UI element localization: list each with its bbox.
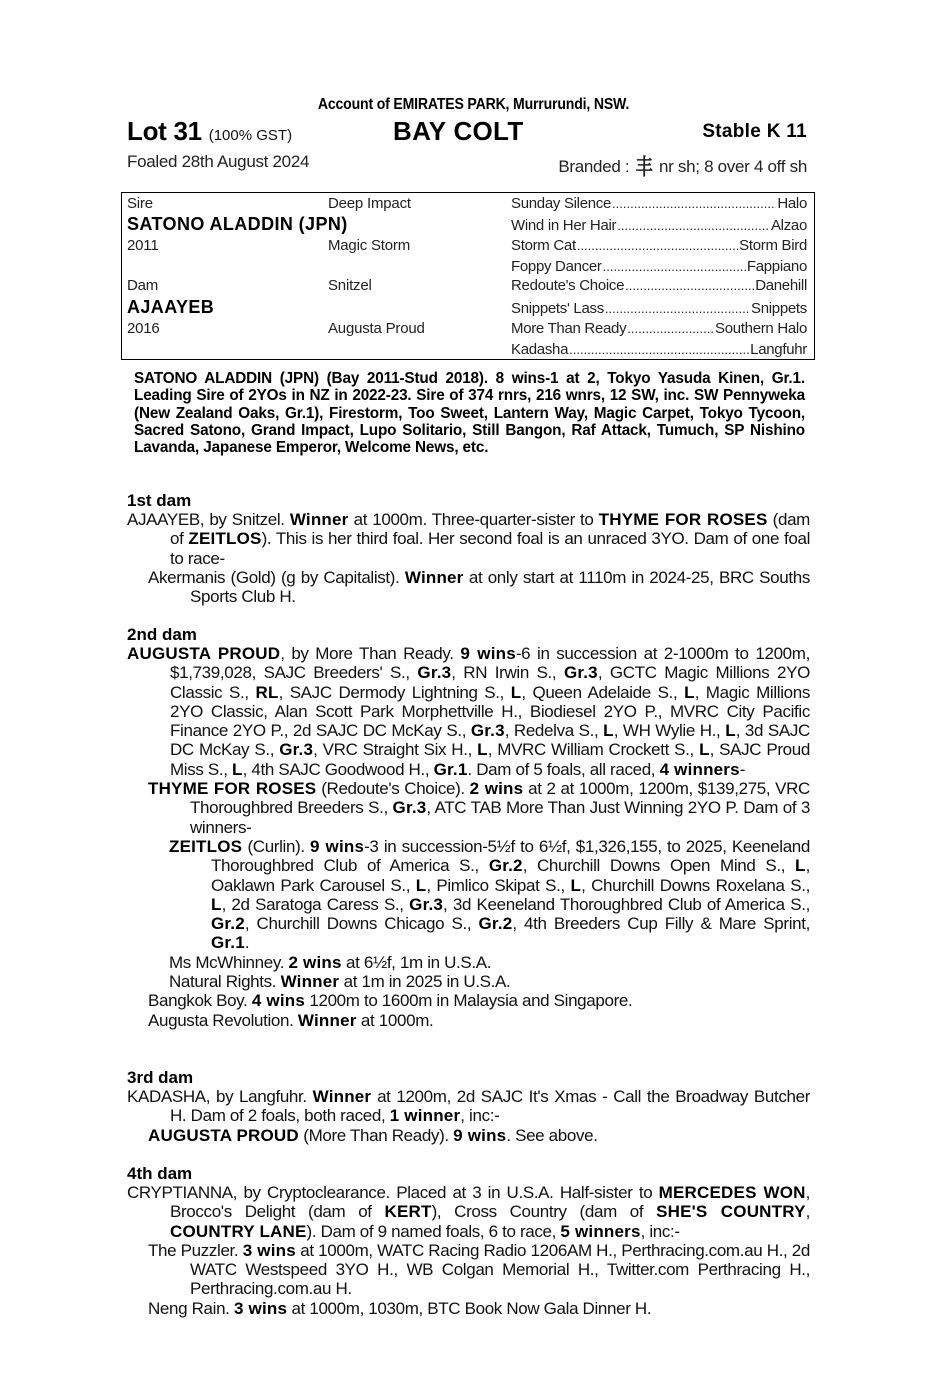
bold-text: 9 wins xyxy=(460,644,516,663)
text: -6 in succession at 2-1000m to 1200m, $1,739,028, SAJC Breeders' S., xyxy=(170,644,810,683)
bold-text: RL xyxy=(255,682,279,702)
text: Augusta Revolution. xyxy=(148,1010,298,1030)
bold-text: 3 wins xyxy=(242,1240,296,1260)
ancestor-left: Snippets' Lass xyxy=(511,300,604,317)
text: , GCTC Magic Millions 2YO Classic S., xyxy=(170,663,810,702)
text: Ms McWhinney. xyxy=(169,952,289,972)
pedigree-paragraph xyxy=(127,972,810,991)
text: , inc:- xyxy=(640,1221,680,1241)
bold-text: Gr.3 xyxy=(392,798,427,818)
bold-text: Gr.2 xyxy=(211,914,245,934)
text: , SAJC Dermody Lightning S., xyxy=(278,682,511,702)
foaled-branded-row xyxy=(127,148,810,180)
bold-text: Gr.3 xyxy=(417,663,452,683)
section-title: 1st dam xyxy=(127,491,192,510)
catalogue-page-header xyxy=(127,96,810,180)
ancestor-left: Redoute's Choice xyxy=(511,277,625,294)
branded-info xyxy=(558,152,807,180)
text: The Puzzler. xyxy=(148,1240,243,1260)
text: at 1000m, WATC Racing Radio 1206AM H., Perthracing.com.au H., 2d WATC Westspeed 3YO H., WB Colgan Memorial H., Twitter.com Perthracing H., Perthracing.com.au H. xyxy=(190,1240,810,1299)
text: at 6½f, 1m in U.S.A. xyxy=(341,952,492,972)
ancestor-row xyxy=(511,320,807,340)
text: -3 in succession-5½f to 6½f, $1,326,155, to 2025, Keeneland Thoroughbred Club of America S., xyxy=(211,836,811,876)
bold-text: Gr.1 xyxy=(433,759,468,779)
ancestor-left: Wind in Her Hair xyxy=(511,217,617,234)
sire-label: Sire xyxy=(127,195,153,212)
bold-text: Winner xyxy=(297,1010,357,1030)
bold-text: L xyxy=(570,875,582,895)
lot-label: Lot 31 xyxy=(127,116,202,146)
section-paragraphs xyxy=(127,644,810,1030)
leader-dots xyxy=(605,300,750,317)
lot-number xyxy=(127,116,292,147)
section-paragraphs xyxy=(127,1183,810,1318)
pedigree-paragraph xyxy=(127,1183,810,1241)
pedigree-paragraph xyxy=(127,510,810,568)
text: , Churchill Downs Roxelana S., xyxy=(581,875,810,895)
text: . Dam of 5 foals, all raced, xyxy=(467,759,660,779)
text: ). This is her third foal. Her second foal is an unraced 3YO. Dam of one foal to race- xyxy=(170,529,811,568)
grandsire-paternal: Deep Impact xyxy=(328,195,411,212)
leader-dots xyxy=(625,277,754,294)
text: , Queen Adelaide S., xyxy=(521,682,685,702)
bold-text: 2 wins xyxy=(288,952,342,972)
text: ). Dam of 9 named foals, 6 to race, xyxy=(306,1221,561,1241)
pedigree-paragraph xyxy=(127,644,810,779)
text: , WH Wylie H., xyxy=(613,721,726,741)
text: , VRC Straight Six H., xyxy=(313,740,478,760)
text: 1200m to 1600m in Malaysia and Singapore. xyxy=(304,991,633,1011)
bold-text: 4 winners xyxy=(659,759,740,779)
pedigree-paragraph xyxy=(127,1087,810,1126)
ancestor-left: Kadasha xyxy=(511,341,569,358)
bold-text: L xyxy=(477,740,488,760)
text: , 2d Saratoga Caress S., xyxy=(221,894,410,914)
pedigree-paragraph xyxy=(127,1299,810,1318)
bold-text: AUGUSTA PROUD xyxy=(127,644,281,663)
text: , RN Irwin S., xyxy=(451,663,564,683)
bold-text: Gr.2 xyxy=(488,856,523,876)
text: at 1m in 2025 in U.S.A. xyxy=(339,972,511,992)
gst-note: (100% GST) xyxy=(208,127,293,144)
stable-location: Stable K 11 xyxy=(702,121,807,142)
bold-text: L xyxy=(603,721,614,741)
text: (More Than Ready). xyxy=(298,1125,454,1145)
ancestor-right: Langfuhr xyxy=(750,341,807,358)
bold-text: 9 wins xyxy=(453,1125,507,1145)
section-paragraphs xyxy=(127,1087,810,1145)
section-title: 2nd dam xyxy=(127,625,197,644)
bold-text: 4 wins xyxy=(251,991,305,1011)
bold-text: 5 winners xyxy=(560,1221,641,1241)
leader-dots xyxy=(617,217,770,234)
bold-text: Winner xyxy=(312,1087,372,1106)
bold-text: 3 wins xyxy=(233,1298,288,1318)
text: (dam of xyxy=(170,510,810,549)
pedigree-paragraph xyxy=(127,1241,810,1299)
ancestor-left: Storm Cat xyxy=(511,237,576,254)
leader-dots xyxy=(627,320,714,337)
text: AJAAYEB, by Snitzel. xyxy=(127,510,290,529)
ancestor-row xyxy=(511,300,807,320)
dam-name: AJAAYEB xyxy=(127,297,215,317)
text: Natural Rights. xyxy=(169,972,281,992)
ancestor-row xyxy=(511,237,807,257)
sire-summary: SATONO ALADDIN (JPN) (Bay 2011-Stud 2018). 8 wins-1 at 2, Tokyo Yasuda Kinen, Gr.1. Leading Sire of 2YOs in NZ in 2022-23. Sire of 374 rnrs, 216 wnrs, 12 SW, inc. SW Pennyweka (New Zealand Oaks, Gr.1), Firestorm, Too Sweet, Lantern Way, Magic Carpet, Tokyo Tycoon, Sacred Satono, Grand Impact, Lupo Solitario, Still Bangon, Raf Attack, Tumuch, SP Nishino Lavanda, Japanese Emperor, Welcome News, etc. xyxy=(134,370,805,457)
branded-label: Branded : xyxy=(558,157,630,176)
text: Neng Rain. xyxy=(148,1298,234,1318)
text: ), Cross Country (dam of xyxy=(431,1202,657,1222)
pedigree-paragraph xyxy=(127,953,810,972)
granddam-maternal: Augusta Proud xyxy=(328,320,425,337)
ancestor-row xyxy=(511,195,807,215)
ancestor-right: Halo xyxy=(777,195,807,212)
bold-text: L xyxy=(684,682,695,702)
text: , Magic Millions 2YO Classic, Alan Scott Park Morphettville H., Biodiesel 2YO P., MVRC City Pacific Finance 2YO P., 2d SAJC DC McKay S., xyxy=(170,682,810,741)
section-paragraphs xyxy=(127,510,810,606)
text: , SAJC Proud Miss S., xyxy=(170,740,810,779)
bold-text: L xyxy=(510,682,522,702)
text: . xyxy=(244,933,250,953)
bold-text: L xyxy=(232,759,243,779)
ancestor-row xyxy=(511,277,807,297)
section-1st-dam xyxy=(127,491,810,606)
lot-title-row xyxy=(127,116,810,148)
grandsire-maternal: Snitzel xyxy=(328,277,372,294)
leader-dots xyxy=(603,258,746,275)
text: , Oaklawn Park Carousel S., xyxy=(211,856,810,895)
text: , ATC TAB More Than Just Winning 2YO P. Dam of 3 winners- xyxy=(190,798,810,837)
text: (Curlin). xyxy=(242,836,311,856)
ancestor-left: Foppy Dancer xyxy=(511,258,602,275)
text: KADASHA, by Langfuhr. xyxy=(127,1087,313,1106)
bold-text: SHE'S COUNTRY xyxy=(656,1202,806,1222)
leader-dots xyxy=(569,341,749,358)
ancestor-right: Southern Halo xyxy=(715,320,807,337)
dam-year: 2016 xyxy=(127,320,160,337)
section-title: 4th dam xyxy=(127,1164,193,1183)
granddam-paternal: Magic Storm xyxy=(328,237,410,254)
section-title: 3rd dam xyxy=(127,1068,194,1087)
text: , 3d SAJC DC McKay S., xyxy=(170,721,810,760)
bold-text: AUGUSTA PROUD xyxy=(148,1125,299,1145)
bold-text: MERCEDES WON xyxy=(658,1183,806,1202)
pedigree-paragraph xyxy=(127,991,810,1010)
text: , 3d Keeneland Thoroughbred Club of America S., xyxy=(443,894,810,914)
text: . See above. xyxy=(506,1125,598,1145)
text: (Redoute's Choice). xyxy=(316,779,470,799)
text: , by More Than Ready. xyxy=(280,644,461,663)
bold-text: L xyxy=(211,894,222,914)
pedigree-paragraph xyxy=(127,837,810,953)
ancestor-row xyxy=(511,341,807,361)
text: at 1000m. Three-quarter-sister to xyxy=(348,510,599,529)
ancestor-right: Storm Bird xyxy=(739,237,807,254)
text: at 1000m. xyxy=(356,1010,434,1030)
pedigree-table xyxy=(121,192,815,360)
vendor-account-line: Account of EMIRATES PARK, Murrurundi, NSW. xyxy=(317,96,630,113)
bold-text: L xyxy=(699,740,710,760)
text: , Brocco's Delight (dam of xyxy=(170,1183,810,1222)
text: , Churchill Downs Chicago S., xyxy=(244,914,479,934)
pedigree-paragraph xyxy=(127,568,810,607)
sire-year: 2011 xyxy=(127,237,159,254)
bold-text: L xyxy=(415,875,427,895)
text: CRYPTIANNA, by Cryptoclearance. Placed at 3 in U.S.A. Half-sister to xyxy=(127,1183,659,1202)
text: , MVRC William Crockett S., xyxy=(487,740,700,760)
ancestor-right: Snippets xyxy=(751,300,807,317)
foaled-date: Foaled 28th August 2024 xyxy=(127,152,310,171)
text: , 4th SAJC Goodwood H., xyxy=(242,759,434,779)
ancestor-left: More Than Ready xyxy=(511,320,627,337)
bold-text: ZEITLOS xyxy=(169,836,243,856)
section-4th-dam xyxy=(127,1164,810,1318)
bold-text: Winner xyxy=(289,510,349,529)
bold-text: 1 winner xyxy=(389,1106,461,1126)
bold-text: L xyxy=(725,721,736,741)
bold-text: THYME FOR ROSES xyxy=(148,779,317,799)
bold-text: Gr.3 xyxy=(470,721,505,741)
bold-text: KERT xyxy=(384,1202,432,1222)
text: , Churchill Downs Open Mind S., xyxy=(522,856,796,876)
leader-dots xyxy=(577,237,738,254)
text: - xyxy=(739,759,746,779)
bold-text: COUNTRY LANE xyxy=(170,1221,307,1241)
pedigree-paragraph xyxy=(127,1011,810,1030)
bold-text: THYME FOR ROSES xyxy=(598,510,768,529)
bold-text: 9 wins xyxy=(310,836,365,856)
pedigree-paragraph xyxy=(127,779,810,837)
pedigree-paragraph xyxy=(127,1126,810,1145)
section-3rd-dam xyxy=(127,1068,810,1145)
bold-text: Gr.3 xyxy=(563,663,598,683)
text: , Redelva S., xyxy=(504,721,604,741)
text: , inc:- xyxy=(460,1106,500,1126)
text: Bangkok Boy. xyxy=(148,991,252,1011)
leader-dots xyxy=(612,195,776,212)
text: at 1200m, 2d SAJC It's Xmas - Call the Broadway Butcher H. Dam of 2 foals, both raced, xyxy=(170,1087,810,1126)
dam-label: Dam xyxy=(127,277,159,294)
sire-name: SATONO ALADDIN (JPN) xyxy=(127,214,348,234)
horse-description-title: BAY COLT xyxy=(393,116,524,146)
text: at 2 at 1000m, 1200m, $139,275, VRC Thoroughbred Breeders S., xyxy=(190,779,810,818)
text: , 4th Breeders Cup Filly & Mare Sprint, xyxy=(512,914,810,934)
bold-text: L xyxy=(795,856,806,876)
bold-text: Gr.3 xyxy=(279,740,314,760)
branded-text: nr sh; 8 over 4 off sh xyxy=(658,157,807,176)
bold-text: Gr.3 xyxy=(409,894,444,914)
text: at 1000m, 1030m, BTC Book Now Gala Dinner H. xyxy=(287,1298,652,1318)
ancestor-row xyxy=(511,258,807,278)
ancestor-right: Danehill xyxy=(755,277,807,294)
ancestor-right: Alzao xyxy=(770,217,807,234)
text: , Pimlico Skipat S., xyxy=(426,875,571,895)
brand-mark-icon: 丰 xyxy=(635,154,653,180)
ancestor-right: Fappiano xyxy=(746,258,807,275)
bold-text: 2 wins xyxy=(469,779,524,799)
bold-text: Winner xyxy=(280,972,340,992)
ancestor-left: Sunday Silence xyxy=(511,195,612,212)
section-2nd-dam xyxy=(127,625,810,1030)
bold-text: Gr.2 xyxy=(478,914,513,934)
text: Akermanis (Gold) (g by Capitalist). xyxy=(148,567,405,587)
ancestor-row xyxy=(511,217,807,237)
bold-text: Gr.1 xyxy=(211,933,245,953)
text: at only start at 1110m in 2024-25, BRC Souths Sports Club H. xyxy=(190,567,810,607)
text: , xyxy=(805,1202,810,1222)
bold-text: Winner xyxy=(404,567,464,587)
bold-text: ZEITLOS xyxy=(188,529,262,549)
